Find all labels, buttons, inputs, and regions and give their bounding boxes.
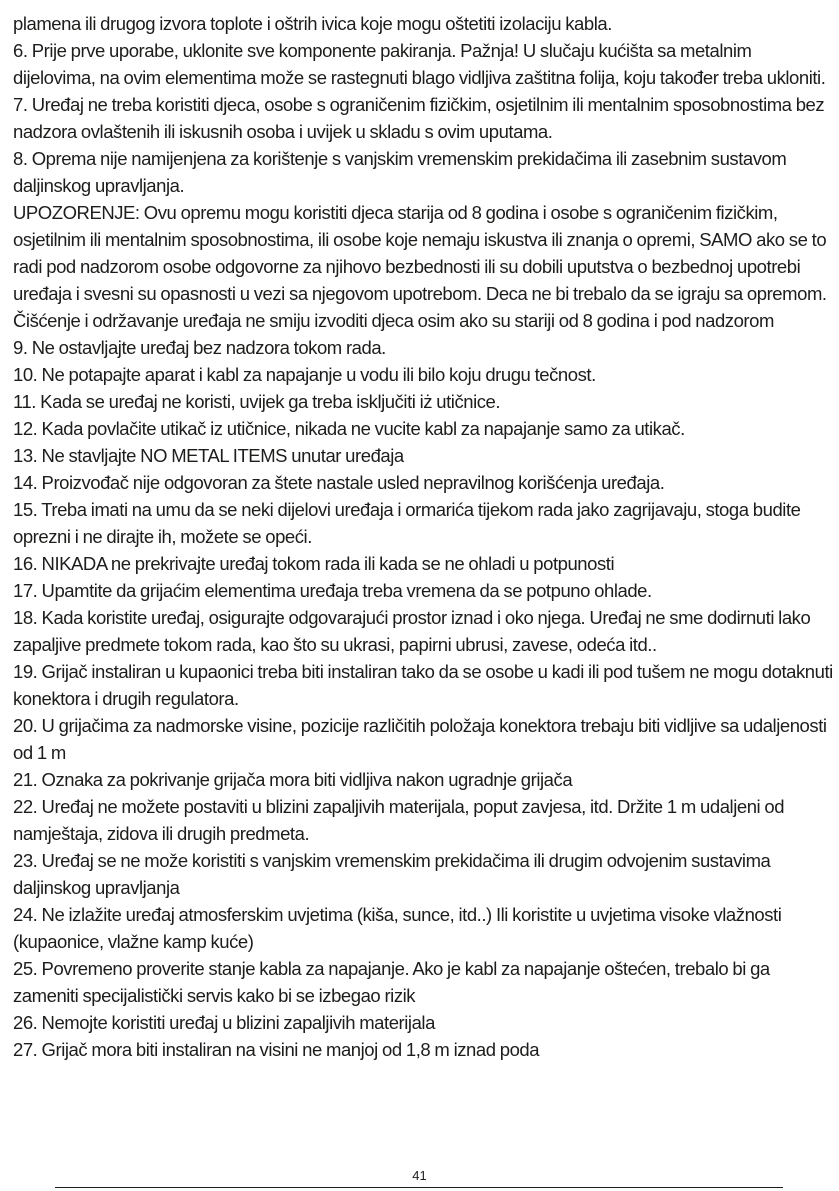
paragraph-item-17: 17. Upamtite da grijaćim elementima uređaja treba vremena da se potpuno ohlade. xyxy=(13,580,652,601)
footer-divider xyxy=(55,1187,783,1188)
paragraph-item-24: 24. Ne izlažite uređaj atmosferskim uvjetima (kiša, sunce, itd..) Ili koristite u uvjetima visoke vlažnosti (kupaonice, vlažne kamp kuće) xyxy=(13,904,782,952)
paragraph-item-25: 25. Povremeno proverite stanje kabla za napajanje. Ako je kabl za napajanje oštećen, trebalo bi ga zameniti specijalistički servis kako bi se izbegao rizik xyxy=(13,958,770,1006)
page-number: 41 xyxy=(412,1168,427,1183)
paragraph-item-13: 13. Ne stavljajte NO METAL ITEMS unutar uređaja xyxy=(13,445,404,466)
manual-page-body xyxy=(13,10,833,1063)
paragraph-item-19: 19. Grijač instaliran u kupaonici treba biti instaliran tako da se osobe u kadi ili pod tušem ne mogu dotaknuti konektora i drugih regulatora. xyxy=(13,661,833,709)
paragraph-continuation: plamena ili drugog izvora toplote i oštrih ivica koje mogu oštetiti izolaciju kabla. xyxy=(13,13,612,34)
paragraph-item-8: 8. Oprema nije namijenjena za korištenje s vanjskim vremenskim prekidačima ili zasebnim sustavom daljinskog upravljanja. xyxy=(13,148,787,196)
paragraph-item-11: 11. Kada se uređaj ne koristi, uvijek ga treba isključiti iż utičnice. xyxy=(13,391,501,412)
paragraph-item-10: 10. Ne potapajte aparat i kabl za napajanje u vodu ili bilo koju drugu tečnost. xyxy=(13,364,596,385)
paragraph-item-26: 26. Nemojte koristiti uređaj u blizini zapaljivih materijala xyxy=(13,1012,435,1033)
paragraph-item-7: 7. Uređaj ne treba koristiti djeca, osobe s ograničenim fizičkim, osjetilnim ili mentalnim sposobnostima bez nadzora ovlaštenih ili iskusnih osoba i uvijek u skladu s ovim uputama. xyxy=(13,94,825,142)
paragraph-warning: UPOZORENJE: Ovu opremu mogu koristiti djeca starija od 8 godina i osobe s ograničenim fizičkim, osjetilnim ili mentalnim sposobnostima, ili osobe koje nemaju iskustva ili znanja o opremi, SAMO ako se to radi pod nadzorom osobe odgovorne za njihovo bezbednosti ili su dobili uputstva o bezbednoj upotrebi uređaja i svesni su opasnosti u vezi sa njegovom upotrebom. Deca ne bi trebalo da se igraju sa opremom. Čišćenje i održavanje uređaja ne smiju izvoditi djeca osim ako su stariji od 8 godina i pod nadzorom xyxy=(13,202,827,331)
paragraph-item-6: 6. Prije prve uporabe, uklonite sve komponente pakiranja. Pažnja! U slučaju kućišta sa metalnim dijelovima, na ovim elementima može se rastegnuti blago vidljiva zaštitna folija, koju također treba ukloniti. xyxy=(13,40,826,88)
paragraph-item-20: 20. U grijačima za nadmorske visine, pozicije različitih položaja konektora trebaju biti vidljive sa udaljenosti od 1 m xyxy=(13,715,827,763)
paragraph-item-9: 9. Ne ostavljajte uređaj bez nadzora tokom rada. xyxy=(13,337,386,358)
paragraph-item-21: 21. Oznaka za pokrivanje grijača mora biti vidljiva nakon ugradnje grijača xyxy=(13,769,573,790)
paragraph-item-22: 22. Uređaj ne možete postaviti u blizini zapaljivih materijala, poput zavjesa, itd. Držite 1 m udaljeni od namještaja, zidova ili drugih predmeta. xyxy=(13,796,785,844)
paragraph-item-16: 16. NIKADA ne prekrivajte uređaj tokom rada ili kada se ne ohladi u potpunosti xyxy=(13,553,615,574)
paragraph-item-27: 27. Grijač mora biti instaliran na visini ne manjoj od 1,8 m iznad poda xyxy=(13,1039,540,1060)
paragraph-item-15: 15. Treba imati na umu da se neki dijelovi uređaja i ormarića tijekom rada jako zagrijavaju, stoga budite oprezni i ne dirajte ih, možete se opeći. xyxy=(13,499,801,547)
paragraph-item-23: 23. Uređaj se ne može koristiti s vanjskim vremenskim prekidačima ili drugim odvojenim sustavima daljinskog upravljanja xyxy=(13,850,771,898)
paragraph-item-12: 12. Kada povlačite utikač iz utičnice, nikada ne vucite kabl za napajanje samo za utikač. xyxy=(13,418,685,439)
paragraph-item-18: 18. Kada koristite uređaj, osigurajte odgovarajući prostor iznad i oko njega. Uređaj ne sme dodirnuti lako zapaljive predmete tokom rada, kao što su ukrasi, papirni ubrusi, zavese, odeća itd.. xyxy=(13,607,811,655)
paragraph-item-14: 14. Proizvođač nije odgovoran za štete nastale usled nepravilnog korišćenja uređaja. xyxy=(13,472,665,493)
